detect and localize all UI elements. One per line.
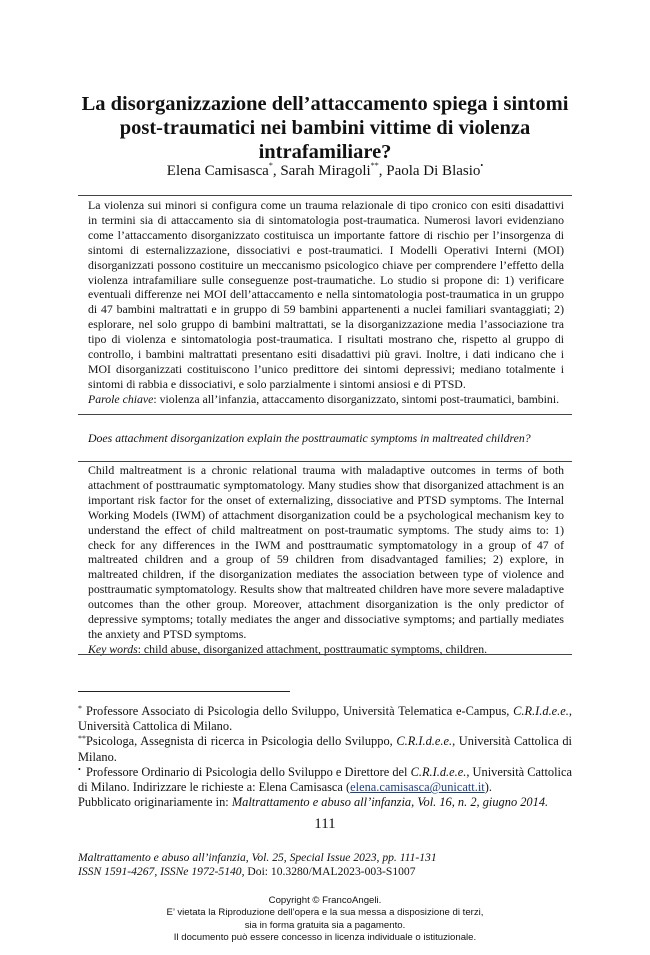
journal-doi: Doi: 10.3280/MAL2023-003-S1007: [244, 864, 416, 878]
author-mark: •: [480, 161, 484, 170]
email-link[interactable]: elena.camisasca@unicatt.it: [350, 780, 485, 795]
published-label: Pubblicato originariamente in:: [78, 795, 232, 810]
journal-citation: Maltrattamento e abuso all’infanzia, Vol. 25, Special Issue 2023, pp. 111-131: [78, 851, 437, 864]
footnote-2: **Psicologa, Assegnista di ricerca in Psicologia dello Sviluppo, C.R.I.d.e.e., Università Cattolica di Milano.: [78, 734, 572, 764]
journal-identifiers: [78, 865, 572, 879]
author-name: Sarah Miragoli: [280, 163, 371, 179]
paper-title: La disorganizzazione dell’attaccamento spiega i sintomi post-traumatici nei bambini vittime di violenza intrafamiliare?: [81, 93, 569, 163]
published-source: Maltrattamento e abuso all’infanzia, Vol. 16, n. 2, giugno 2014.: [231, 795, 549, 810]
abstract-it: [88, 198, 564, 407]
footnote-institute: C.R.I.d.e.e.: [396, 734, 453, 749]
abstract-en-bottom-rule: [78, 654, 572, 655]
abstract-en-text: Child maltreatment is a chronic relational trauma with maladaptive outcomes in terms of both attachment of posttraumatic symptomatology. Many studies show that disorganized attachment is an important risk factor for the onset of externalizing, dissociative and PTSD symptoms. The Internal Working Models (IWM) of attachment disorganization could be a psychological mechanism key to understand the effect of child maltreatment on post-traumatic symptoms. The study aims to: 1) check for any differences in the IWM and posttraumatic symptomatology in a group of 47 of maltreated children and a group of 59 children from disadvantaged families; 2) explore, in maltreated children, if the disorganization mediates the association between type of violence and posttraumatic symptomatology. Results show that maltreated children have more severe maladaptive outcomes than the other group. Moreover, attachment disorganization is the only predictor of depressive symptoms; totally mediates the anger and dissociative symptoms; and partially mediates the anxiety and PTSD symptoms.: [88, 463, 564, 641]
copyright-line: sia in forma gratuita sia a pagamento.: [244, 919, 406, 931]
journal-info: [78, 851, 572, 878]
footnote-separator: [78, 691, 290, 692]
copyright-line: Il documento può essere concesso in licenza individuale o istituzionale.: [173, 932, 477, 944]
copyright-line: Copyright © FrancoAngeli.: [268, 895, 382, 906]
author-list: Elena Camisasca*, Sarah Miragoli**, Paola Di Blasio•: [166, 161, 484, 179]
footnote-institute: C.R.I.d.e.e.: [410, 764, 467, 779]
abstract-it-text: La violenza sui minori si configura come un trauma relazionale di tipo cronico con esiti disadattivi in termini sia di attaccamento sia di sintomatologia post-traumatica. Numerosi lavori evidenziano come l’attaccamento disorganizzato costituisca un importante fattore di rischio per l’insorgenza di sintomi di esternalizzazione, dissociativi e post-traumatici. I Modelli Operativi Interni (MOI) disorganizzati possono costituire un meccanismo psicologico chiave per comprendere l’effetto della violenza intrafamiliare sulle conseguenze post-traumatiche. Lo studio si propone di: 1) verificare eventuali differenze nei MOI dell’attaccamento e nella sintomatologia post-traumatica in un gruppo di 47 bambini maltrattati e in gruppo di 59 bambini appartenenti a nuclei familiari svantaggiati; 2) esplorare, nel solo gruppo di bambini maltrattati, se la disorganizzazione media l’associazione tra tipo di violenza e sintomatologia post-traumatica. I risultati mostrano che, rispetto al gruppo di controllo, i bambini maltrattati presentano esiti disadattivi più gravi. Inoltre, i dati indicano che i MOI disorganizzati costituiscono l’unico predittore dei sintomi depressivi; mediano totalmente i sintomi di rabbia e dissociativi, e solo parzialmente i sintomi ansiosi e di PTSD.: [88, 198, 564, 391]
author-name: Elena Camisasca: [166, 163, 269, 179]
footnote-institute: C.R.I.d.e.e.: [513, 704, 569, 718]
keywords-it-label: Parole chiave: [88, 391, 154, 406]
footnote-text: , Università Cattolica di Milano.: [78, 704, 572, 734]
abstract-it-bottom-rule: [78, 414, 572, 415]
abstract-en-top-rule: [78, 461, 572, 462]
footnote-text: Professore Associato di Psicologia dello Sviluppo, Università Telematica e-Campus,: [86, 704, 514, 718]
footnote-text: Psicologa, Assegnista di ricerca in Psicologia dello Sviluppo,: [86, 734, 397, 749]
abstract-it-top-rule: [78, 195, 572, 196]
published-note: [78, 795, 572, 810]
author-name: Paola Di Blasio: [386, 163, 481, 179]
footnote-text: , Università Cattolica di Milano. Indirizzare le richieste a: Elena Camisasca (: [78, 764, 572, 795]
keywords-it-text: : violenza all’infanzia, attaccamento disorganizzato, sintomi post-traumatici, bambini.: [153, 391, 560, 406]
page-number: 111: [314, 816, 336, 832]
journal-issn: ISSN 1591-4267, ISSNe 1972-5140,: [78, 864, 245, 878]
footnote-1: * Professore Associato di Psicologia dello Sviluppo, Università Telematica e-Campus, C.R.I.d.e.e., Università Cattolica di Milano.: [78, 704, 572, 734]
keywords-en-label: Key words: [88, 641, 138, 656]
author-mark: *: [268, 161, 273, 170]
footnotes: [78, 704, 572, 810]
author-mark: **: [370, 161, 379, 170]
footnote-text: , Università Cattolica di Milano.: [78, 734, 572, 764]
keywords-en-text: : child abuse, disorganized attachment, posttraumatic symptoms, children.: [137, 641, 488, 656]
abstract-en: [88, 463, 564, 657]
copyright-notice: [0, 895, 650, 945]
footnote-text: ).: [484, 780, 492, 795]
copyright-line: E’ vietata la Riproduzione dell’opera e la sua messa a disposizione di terzi,: [166, 907, 484, 919]
footnote-text: Professore Ordinario di Psicologia dello Sviluppo e Direttore del: [86, 764, 411, 779]
keywords-it: [88, 392, 564, 407]
footnote-3: • Professore Ordinario di Psicologia dello Sviluppo e Direttore del C.R.I.d.e.e., Università Cattolica di Milano. Indirizzare le richieste a: Elena Camisasca (elena.camisasca@unicatt.it).: [78, 764, 572, 795]
english-title: Does attachment disorganization explain the posttraumatic symptoms in maltreated children?: [88, 431, 531, 445]
